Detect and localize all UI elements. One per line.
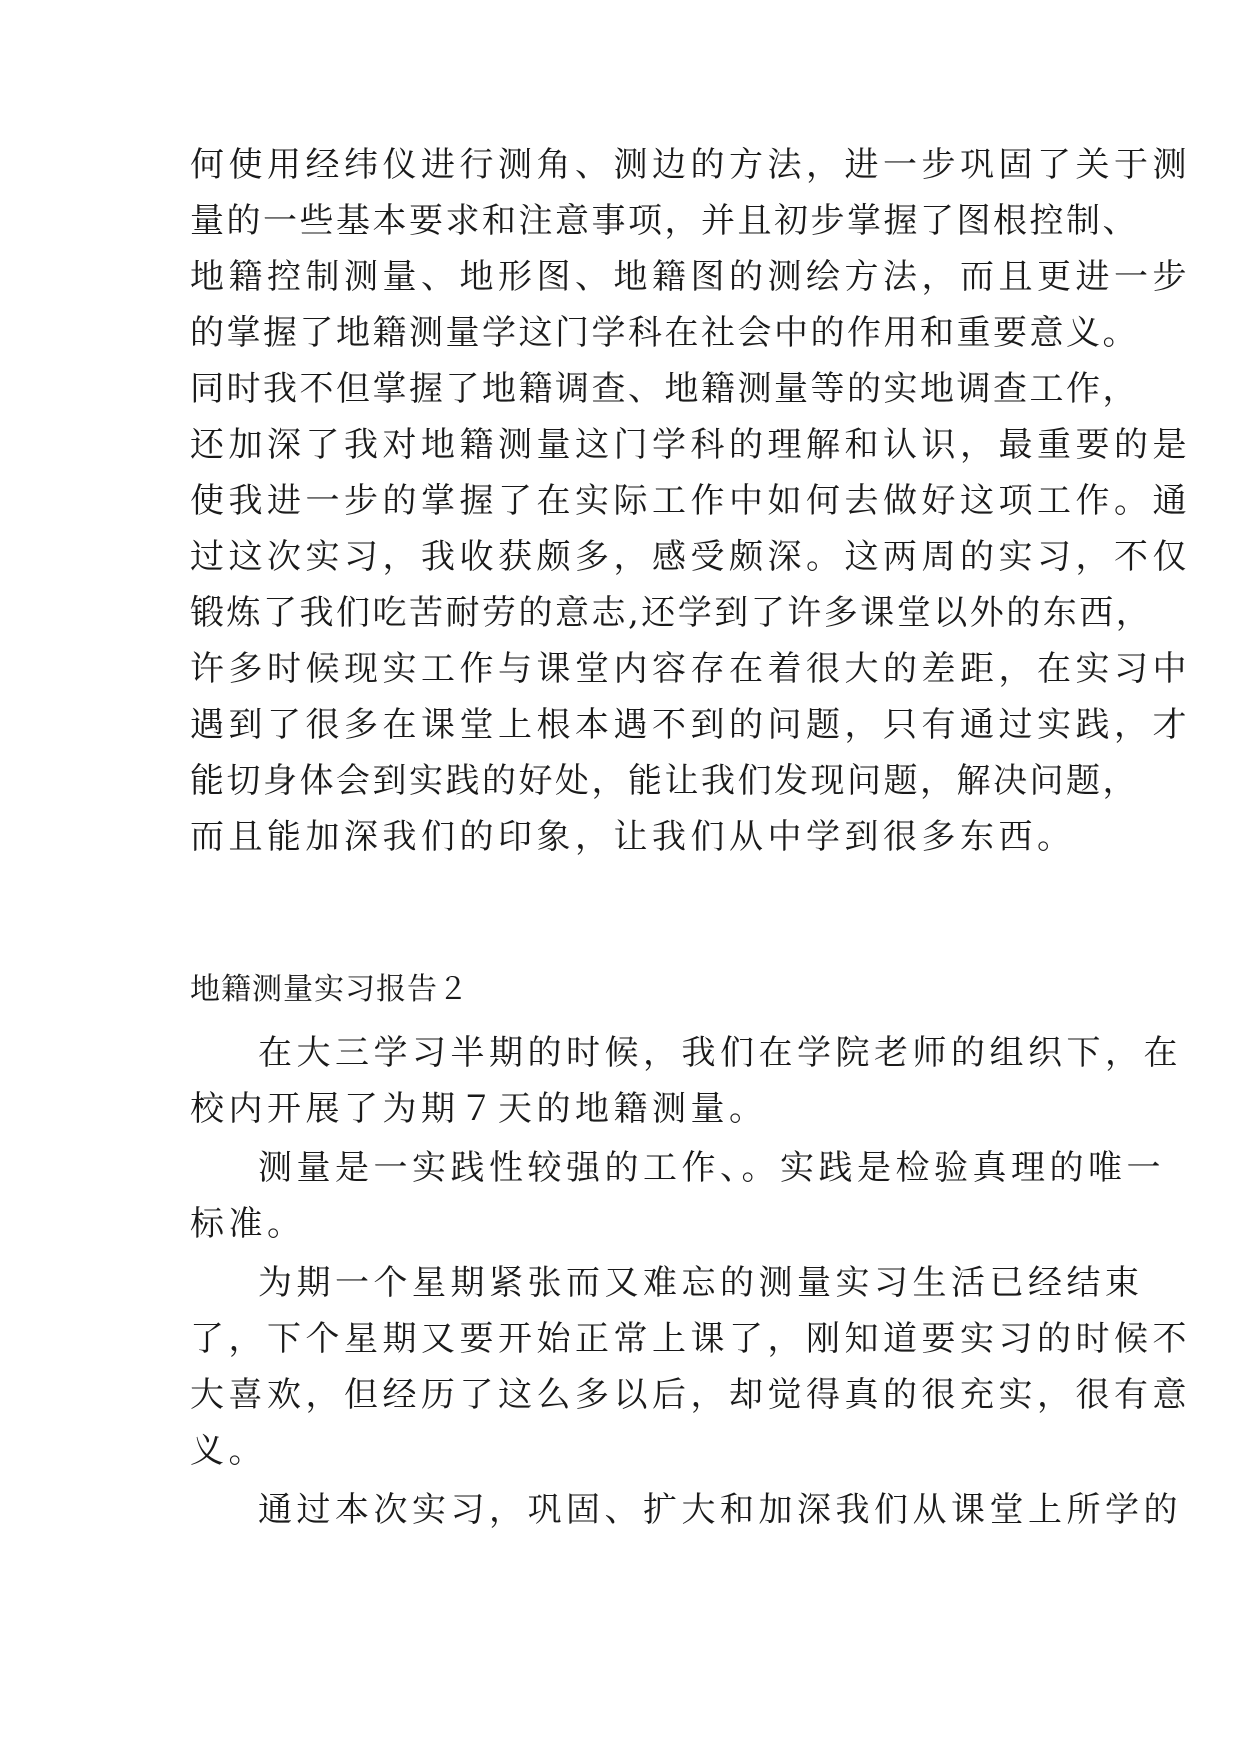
text-line: 校内开展了为期７天的地籍测量。 xyxy=(190,1089,768,1129)
text-line: 了，下个星期又要开始正常上课了，刚知道要实习的时候不 xyxy=(190,1319,1191,1359)
text-line: 能切身体会到实践的好处，能让我们发现问题，解决问题， xyxy=(190,761,1139,801)
text-line: 同时我不但掌握了地籍调查、地籍测量等的实地调查工作， xyxy=(190,369,1139,409)
text-line: 何使用经纬仪进行测角、测边的方法，进一步巩固了关于测 xyxy=(190,145,1191,185)
text-line: 大喜欢，但经历了这么多以后，却觉得真的很充实，很有意 xyxy=(190,1375,1191,1415)
text-line: 义。 xyxy=(190,1431,267,1471)
section-title: 地籍测量实习报告２ xyxy=(190,972,469,1007)
text-line: 在大三学习半期的时候，我们在学院老师的组织下，在 xyxy=(258,1033,1182,1073)
text-line: 过这次实习，我收获颇多，感受颇深。这两周的实习，不仅 xyxy=(190,537,1191,577)
text-line: 锻炼了我们吃苦耐劳的意志,还学到了许多课堂以外的东西， xyxy=(190,593,1153,633)
text-line: 地籍控制测量、地形图、地籍图的测绘方法，而且更进一步 xyxy=(190,257,1191,297)
text-line: 通过本次实习，巩固、扩大和加深我们从课堂上所学的 xyxy=(258,1490,1182,1530)
text-line: 而且能加深我们的印象，让我们从中学到很多东西。 xyxy=(190,817,1076,857)
text-line: 标准。 xyxy=(190,1204,306,1244)
text-line: 许多时候现实工作与课堂内容存在着很大的差距，在实习中 xyxy=(190,649,1191,689)
text-line: 量的一些基本要求和注意事项，并且初步掌握了图根控制、 xyxy=(190,201,1139,241)
text-line: 还加深了我对地籍测量这门学科的理解和认识，最重要的是 xyxy=(190,425,1191,465)
text-line: 的掌握了地籍测量学这门学科在社会中的作用和重要意义。 xyxy=(190,313,1139,353)
text-line: 测量是一实践性较强的工作、。实践是检验真理的唯一 xyxy=(258,1148,1165,1188)
text-line: 使我进一步的掌握了在实际工作中如何去做好这项工作。通 xyxy=(190,481,1191,521)
text-line: 遇到了很多在课堂上根本遇不到的问题，只有通过实践，才 xyxy=(190,705,1191,745)
text-line: 为期一个星期紧张而又难忘的测量实习生活已经结束 xyxy=(258,1263,1144,1303)
